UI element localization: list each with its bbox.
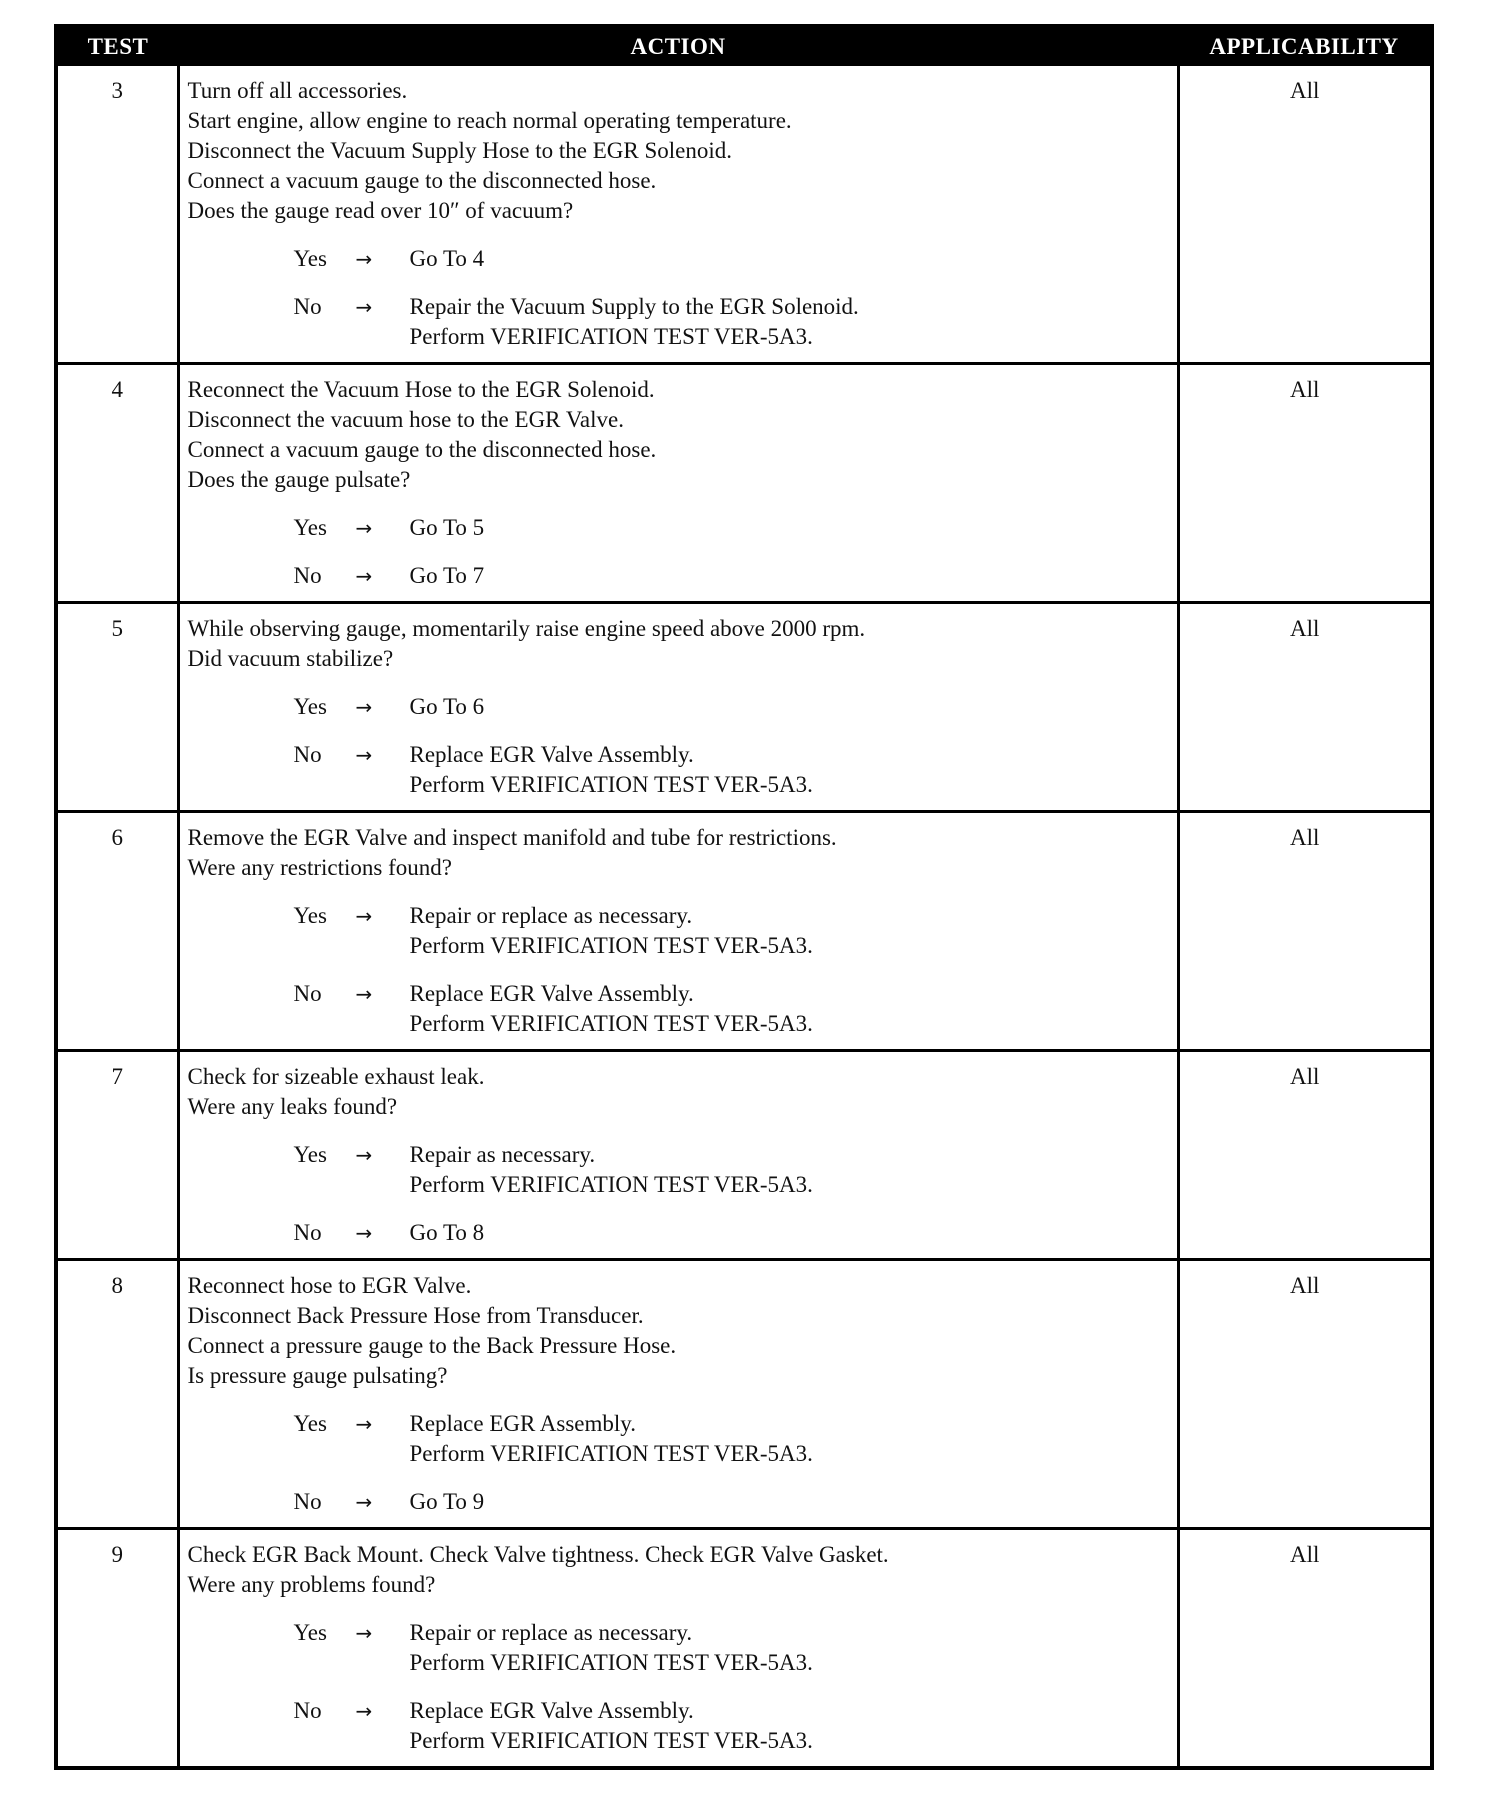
answer-yes-label: Yes: [293, 694, 327, 719]
result-line: Replace EGR Valve Assembly.: [409, 981, 694, 1006]
branch-yes: [294, 1409, 1169, 1469]
branch-yes: [294, 1140, 1169, 1200]
header-action: ACTION: [178, 26, 1178, 66]
right-arrow-icon: →: [355, 1699, 373, 1723]
action-line: Reconnect the Vacuum Hose to the EGR Solenoid.: [187, 377, 655, 402]
result-line: Perform VERIFICATION TEST VER-5A3.: [409, 324, 813, 349]
action-cell: [178, 1051, 1178, 1260]
result-line: Perform VERIFICATION TEST VER-5A3.: [409, 1172, 813, 1197]
result-line: Replace EGR Assembly.: [409, 1411, 637, 1436]
result-line: Perform VERIFICATION TEST VER-5A3.: [409, 1011, 813, 1036]
result-line: Repair or replace as necessary.: [409, 903, 693, 928]
action-line: Check EGR Back Mount. Check Valve tightness. Check EGR Valve Gasket.: [187, 1542, 889, 1567]
action-line: While observing gauge, momentarily raise engine speed above 2000 rpm.: [187, 616, 866, 641]
table-row: [56, 812, 1432, 1051]
branch-yes: [294, 1618, 1169, 1678]
action-line: Connect a vacuum gauge to the disconnected hose.: [187, 437, 657, 462]
applicability-cell: All: [1178, 603, 1432, 812]
answer-yes-label: Yes: [293, 515, 327, 540]
right-arrow-icon: →: [355, 247, 373, 271]
result-yes: [410, 1140, 1169, 1200]
right-arrow-icon: →: [355, 904, 373, 928]
action-line: Does the gauge pulsate?: [187, 467, 411, 492]
answer-no-label: No: [293, 563, 322, 588]
answer-no-label: No: [293, 1698, 322, 1723]
table-row: [56, 1260, 1432, 1529]
action-cell: [178, 812, 1178, 1051]
branch-yes: [294, 692, 1169, 722]
right-arrow-icon: →: [355, 295, 373, 319]
result-line: Perform VERIFICATION TEST VER-5A3.: [409, 933, 813, 958]
result-line: Perform VERIFICATION TEST VER-5A3.: [409, 772, 813, 797]
result-yes: [410, 244, 1169, 274]
action-line: Check for sizeable exhaust leak.: [187, 1064, 485, 1089]
result-line: Go To 6: [409, 694, 485, 719]
answer-yes-label: Yes: [293, 1142, 327, 1167]
action-cell: [178, 364, 1178, 603]
test-number: 4: [56, 364, 178, 603]
result-line: Go To 5: [409, 515, 485, 540]
header-test: TEST: [56, 26, 178, 66]
result-line: Replace EGR Valve Assembly.: [409, 1698, 694, 1723]
action-cell: [178, 1260, 1178, 1529]
result-no: [410, 561, 1169, 591]
action-line: Disconnect Back Pressure Hose from Transducer.: [187, 1303, 644, 1328]
test-number: 9: [56, 1529, 178, 1769]
action-line: Turn off all accessories.: [187, 78, 408, 103]
answer-yes-label: Yes: [293, 1620, 327, 1645]
action-line: Remove the EGR Valve and inspect manifold and tube for restrictions.: [187, 825, 837, 850]
result-no: [410, 1487, 1169, 1517]
applicability-cell: All: [1178, 66, 1432, 364]
right-arrow-icon: →: [355, 1412, 373, 1436]
action-line: Does the gauge read over 10″ of vacuum?: [187, 198, 574, 223]
diagnostic-page: [54, 24, 1430, 1770]
branch-no: [294, 740, 1169, 800]
result-yes: [410, 901, 1169, 961]
action-line: Reconnect hose to EGR Valve.: [187, 1273, 472, 1298]
table-body: [56, 66, 1432, 1768]
branch-no: [294, 1218, 1169, 1248]
table-row: [56, 364, 1432, 603]
action-cell: [178, 1529, 1178, 1769]
table-row: [56, 66, 1432, 364]
action-cell: [178, 603, 1178, 812]
action-line: Were any problems found?: [187, 1572, 436, 1597]
test-number: 5: [56, 603, 178, 812]
result-line: Perform VERIFICATION TEST VER-5A3.: [409, 1441, 813, 1466]
answer-no-label: No: [293, 742, 322, 767]
test-number: 8: [56, 1260, 178, 1529]
result-line: Perform VERIFICATION TEST VER-5A3.: [409, 1728, 813, 1753]
answer-no-label: No: [293, 1489, 322, 1514]
answer-no-label: No: [293, 1220, 322, 1245]
diagnostic-table: [54, 24, 1434, 1770]
applicability-cell: All: [1178, 1260, 1432, 1529]
action-line: Connect a vacuum gauge to the disconnected hose.: [187, 168, 657, 193]
applicability-cell: All: [1178, 364, 1432, 603]
action-line: Were any leaks found?: [187, 1094, 398, 1119]
right-arrow-icon: →: [355, 564, 373, 588]
result-no: [410, 979, 1169, 1039]
right-arrow-icon: →: [355, 1490, 373, 1514]
table-row: [56, 1051, 1432, 1260]
right-arrow-icon: →: [355, 1143, 373, 1167]
result-no: [410, 740, 1169, 800]
result-yes: [410, 1618, 1169, 1678]
result-line: Go To 4: [409, 246, 485, 271]
result-no: [410, 292, 1169, 352]
action-line: Is pressure gauge pulsating?: [187, 1363, 448, 1388]
header-applicability: APPLICABILITY: [1178, 26, 1432, 66]
applicability-cell: All: [1178, 812, 1432, 1051]
branch-no: [294, 561, 1169, 591]
result-line: Replace EGR Valve Assembly.: [409, 742, 694, 767]
result-no: [410, 1218, 1169, 1248]
right-arrow-icon: →: [355, 1621, 373, 1645]
answer-yes-label: Yes: [293, 246, 327, 271]
result-line: Go To 7: [409, 563, 485, 588]
branch-no: [294, 292, 1169, 352]
right-arrow-icon: →: [355, 1221, 373, 1245]
applicability-cell: All: [1178, 1051, 1432, 1260]
right-arrow-icon: →: [355, 743, 373, 767]
action-line: Disconnect the vacuum hose to the EGR Valve.: [187, 407, 624, 432]
result-yes: [410, 692, 1169, 722]
branch-no: [294, 1696, 1169, 1756]
test-number: 7: [56, 1051, 178, 1260]
result-yes: [410, 513, 1169, 543]
test-number: 3: [56, 66, 178, 364]
answer-no-label: No: [293, 294, 322, 319]
table-row: [56, 1529, 1432, 1769]
answer-yes-label: Yes: [293, 903, 327, 928]
branch-yes: [294, 244, 1169, 274]
result-no: [410, 1696, 1169, 1756]
right-arrow-icon: →: [355, 516, 373, 540]
result-line: Repair or replace as necessary.: [409, 1620, 693, 1645]
right-arrow-icon: →: [355, 982, 373, 1006]
result-line: Repair the Vacuum Supply to the EGR Solenoid.: [409, 294, 859, 319]
result-line: Repair as necessary.: [409, 1142, 596, 1167]
result-line: Go To 8: [409, 1220, 485, 1245]
action-cell: [178, 66, 1178, 364]
result-line: Perform VERIFICATION TEST VER-5A3.: [409, 1650, 813, 1675]
result-line: Go To 9: [409, 1489, 485, 1514]
applicability-cell: All: [1178, 1529, 1432, 1769]
action-line: Were any restrictions found?: [187, 855, 452, 880]
branch-no: [294, 1487, 1169, 1517]
action-line: Did vacuum stabilize?: [187, 646, 394, 671]
result-yes: [410, 1409, 1169, 1469]
answer-yes-label: Yes: [293, 1411, 327, 1436]
test-number: 6: [56, 812, 178, 1051]
right-arrow-icon: →: [355, 695, 373, 719]
action-line: Connect a pressure gauge to the Back Pressure Hose.: [187, 1333, 677, 1358]
answer-no-label: No: [293, 981, 322, 1006]
branch-yes: [294, 901, 1169, 961]
branch-no: [294, 979, 1169, 1039]
action-line: Start engine, allow engine to reach normal operating temperature.: [187, 108, 792, 133]
table-row: [56, 603, 1432, 812]
table-header: [56, 26, 1432, 66]
branch-yes: [294, 513, 1169, 543]
action-line: Disconnect the Vacuum Supply Hose to the EGR Solenoid.: [187, 138, 732, 163]
